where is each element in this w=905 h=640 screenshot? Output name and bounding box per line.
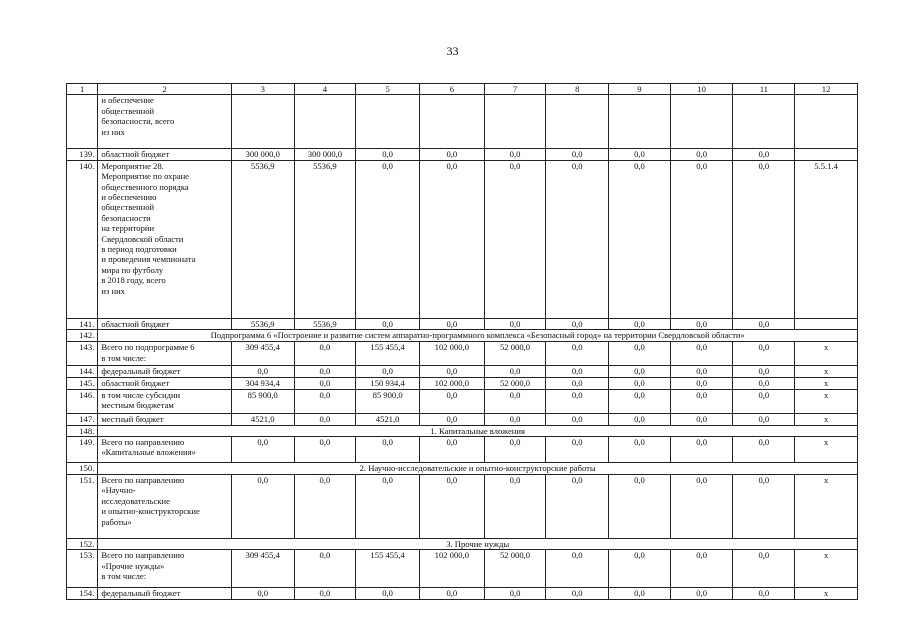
table-cell: 0,0: [419, 366, 484, 378]
table-cell: 0,0: [356, 366, 420, 378]
table-cell: 0,0: [670, 475, 733, 539]
table-cell: 52 000,0: [484, 342, 546, 366]
table-cell: 0,0: [609, 378, 671, 389]
row-number: 144.: [67, 366, 98, 378]
table-cell: 0,0: [484, 318, 546, 329]
column-header: 3: [231, 84, 294, 95]
row-label: Всего по направлению «Прочие нужды» в том числе:: [98, 550, 232, 588]
table-cell: 0,0: [670, 437, 733, 463]
table-cell: 0,0: [609, 588, 671, 600]
table-cell: 0,0: [546, 550, 609, 588]
row-number: 142.: [67, 330, 98, 342]
row-number: 149.: [67, 437, 98, 463]
table-cell: 0,0: [670, 149, 733, 160]
table-cell: 0,0: [294, 342, 356, 366]
row-label: Всего по подпрограмме 6 в том числе:: [98, 342, 232, 366]
table-cell: [484, 95, 546, 149]
table-cell: 0,0: [231, 437, 294, 463]
row-label: Всего по направлению «Научно- исследовательские и опытно-конструкторские работы»: [98, 475, 232, 539]
table-row: [67, 366, 858, 378]
table-cell: 0,0: [733, 389, 795, 413]
table-cell: x: [795, 413, 858, 425]
table-cell: [609, 95, 671, 149]
table-cell: 155 455,4: [356, 342, 420, 366]
table-cell: [795, 95, 858, 149]
table-cell: 0,0: [670, 550, 733, 588]
table-cell: 0,0: [733, 413, 795, 425]
table-cell: x: [795, 437, 858, 463]
table-cell: x: [795, 366, 858, 378]
table-cell: x: [795, 475, 858, 539]
table-cell: 0,0: [419, 437, 484, 463]
table-cell: 85 900,0: [356, 389, 420, 413]
table-cell: 0,0: [670, 389, 733, 413]
budget-table: [66, 83, 858, 600]
table-row: [67, 550, 858, 588]
table-cell: 300 000,0: [231, 149, 294, 160]
row-label: Мероприятие 28. Мероприятие по охране общественного порядка и обеспечению общественной безопасности на территории Свердловской области в период подготовки и проведения чемпионата мира по футболу в 2018 году, всего из них: [98, 160, 232, 318]
table-cell: 0,0: [609, 550, 671, 588]
table-cell: 0,0: [670, 378, 733, 389]
table-cell: 0,0: [546, 437, 609, 463]
table-cell: 0,0: [356, 160, 420, 318]
table-cell: [419, 95, 484, 149]
table-cell: 0,0: [294, 389, 356, 413]
table-row: [67, 475, 858, 539]
table-cell: 0,0: [294, 366, 356, 378]
row-label: и обеспечение общественной безопасности, всего из них: [98, 95, 232, 149]
table-cell: [670, 95, 733, 149]
row-number: 151.: [67, 475, 98, 539]
table-cell: 0,0: [733, 366, 795, 378]
table-cell: 0,0: [484, 475, 546, 539]
table-cell: 0,0: [546, 475, 609, 539]
section-title: Подпрограмма 6 «Построение и развитие систем аппаратно-программного комплекса «Безопасный город» на территории Свердловской области»: [98, 330, 858, 342]
row-label: областной бюджет: [98, 149, 232, 160]
table-cell: 0,0: [356, 318, 420, 329]
column-header: 8: [546, 84, 609, 95]
table-cell: 5536,9: [294, 318, 356, 329]
table-row: [67, 342, 858, 366]
table-row: [67, 437, 858, 463]
section-row: [67, 425, 858, 436]
table-cell: 0,0: [609, 437, 671, 463]
table-cell: x: [795, 588, 858, 600]
table-cell: 4521,0: [356, 413, 420, 425]
table-cell: 0,0: [546, 378, 609, 389]
table-cell: 0,0: [546, 389, 609, 413]
table-cell: 0,0: [733, 378, 795, 389]
table-cell: 0,0: [231, 366, 294, 378]
table-cell: 0,0: [484, 437, 546, 463]
table-cell: 309 455,4: [231, 342, 294, 366]
table-cell: 0,0: [484, 366, 546, 378]
row-number: 140.: [67, 160, 98, 318]
table-cell: [546, 95, 609, 149]
table-cell: 0,0: [484, 149, 546, 160]
table-cell: 0,0: [419, 160, 484, 318]
table-cell: 0,0: [484, 413, 546, 425]
table-cell: 0,0: [546, 366, 609, 378]
table-cell: 0,0: [733, 475, 795, 539]
table-cell: 0,0: [670, 318, 733, 329]
table-cell: 0,0: [294, 437, 356, 463]
section-row: [67, 463, 858, 475]
row-number: 146.: [67, 389, 98, 413]
table-cell: 0,0: [609, 318, 671, 329]
table-cell: 0,0: [419, 389, 484, 413]
row-label: федеральный бюджет: [98, 366, 232, 378]
table-cell: 0,0: [356, 588, 420, 600]
row-number: 148.: [67, 425, 98, 436]
row-label: федеральный бюджет: [98, 588, 232, 600]
table-cell: 85 900,0: [231, 389, 294, 413]
column-header: 9: [609, 84, 671, 95]
table-cell: 0,0: [419, 318, 484, 329]
row-number: 143.: [67, 342, 98, 366]
table-cell: 0,0: [733, 342, 795, 366]
table-cell: 0,0: [733, 149, 795, 160]
table-cell: 102 000,0: [419, 342, 484, 366]
table-cell: 102 000,0: [419, 550, 484, 588]
table-cell: 0,0: [609, 389, 671, 413]
table-cell: 0,0: [733, 160, 795, 318]
table-cell: 5536,9: [294, 160, 356, 318]
table-cell: 4521,0: [231, 413, 294, 425]
row-number: 152.: [67, 539, 98, 550]
table-row: [67, 588, 858, 600]
row-label: в том числе субсидии местным бюджетам: [98, 389, 232, 413]
column-header: 6: [419, 84, 484, 95]
table-cell: 0,0: [609, 342, 671, 366]
table-cell: 102 000,0: [419, 378, 484, 389]
table-cell: [795, 318, 858, 329]
row-number: 145.: [67, 378, 98, 389]
table-cell: 0,0: [484, 160, 546, 318]
row-label: местный бюджет: [98, 413, 232, 425]
table-cell: [356, 95, 420, 149]
table-row: [67, 318, 858, 329]
table-cell: 0,0: [609, 149, 671, 160]
table-cell: 0,0: [670, 160, 733, 318]
table-cell: 0,0: [733, 588, 795, 600]
table-cell: 0,0: [546, 413, 609, 425]
table-cell: [294, 95, 356, 149]
table-cell: 0,0: [546, 318, 609, 329]
row-number: 153.: [67, 550, 98, 588]
row-number: [67, 95, 98, 149]
table-cell: 155 455,4: [356, 550, 420, 588]
column-header: 1: [67, 84, 98, 95]
section-row: [67, 539, 858, 550]
table-cell: x: [795, 342, 858, 366]
table-cell: 0,0: [294, 413, 356, 425]
table-cell: [231, 95, 294, 149]
table-cell: 0,0: [419, 588, 484, 600]
table-cell: 0,0: [546, 149, 609, 160]
table-row: [67, 149, 858, 160]
table-row: [67, 413, 858, 425]
table-cell: 0,0: [670, 413, 733, 425]
table-body: [67, 84, 858, 600]
column-header: 4: [294, 84, 356, 95]
table-cell: 0,0: [733, 318, 795, 329]
table-cell: 0,0: [609, 475, 671, 539]
row-number: 141.: [67, 318, 98, 329]
table-cell: 0,0: [294, 550, 356, 588]
table-cell: 0,0: [356, 475, 420, 539]
table-cell: 0,0: [670, 366, 733, 378]
table-cell: 0,0: [670, 588, 733, 600]
table-cell: 0,0: [294, 378, 356, 389]
section-title: 2. Научно-исследовательские и опытно-конструкторские работы: [98, 463, 858, 475]
table-cell: 0,0: [294, 475, 356, 539]
section-title: 1. Капитальные вложения: [98, 425, 858, 436]
table-cell: 0,0: [546, 588, 609, 600]
table-cell: 5536,9: [231, 160, 294, 318]
column-header: 5: [356, 84, 420, 95]
row-number: 139.: [67, 149, 98, 160]
table-cell: 309 455,4: [231, 550, 294, 588]
section-row: [67, 330, 858, 342]
table-cell: 0,0: [609, 366, 671, 378]
row-label: областной бюджет: [98, 378, 232, 389]
row-label: Всего по направлению «Капитальные вложения»: [98, 437, 232, 463]
table-cell: 5.5.1.4: [795, 160, 858, 318]
table-cell: 0,0: [670, 342, 733, 366]
table-cell: 300 000,0: [294, 149, 356, 160]
table-cell: 0,0: [231, 475, 294, 539]
table-cell: [795, 149, 858, 160]
table-cell: 0,0: [546, 160, 609, 318]
table-cell: 0,0: [419, 413, 484, 425]
row-number: 147.: [67, 413, 98, 425]
section-title: 3. Прочие нужды: [98, 539, 858, 550]
table-cell: 0,0: [546, 342, 609, 366]
table-cell: 0,0: [419, 475, 484, 539]
column-header: 10: [670, 84, 733, 95]
table-cell: x: [795, 550, 858, 588]
table-cell: x: [795, 389, 858, 413]
table-cell: x: [795, 378, 858, 389]
table-cell: 52 000,0: [484, 550, 546, 588]
table-cell: 0,0: [733, 437, 795, 463]
page-number: 33: [446, 44, 459, 58]
table-cell: 0,0: [733, 550, 795, 588]
table-row: [67, 389, 858, 413]
table-cell: 52 000,0: [484, 378, 546, 389]
row-number: 150.: [67, 463, 98, 475]
table-header-row: [67, 84, 858, 95]
column-header: 7: [484, 84, 546, 95]
table-row: [67, 378, 858, 389]
table-cell: 5536,9: [231, 318, 294, 329]
column-header: 12: [795, 84, 858, 95]
row-label: областной бюджет: [98, 318, 232, 329]
table-cell: 0,0: [294, 588, 356, 600]
column-header: 11: [733, 84, 795, 95]
table-cell: 0,0: [356, 149, 420, 160]
table-cell: 0,0: [419, 149, 484, 160]
table-row: [67, 95, 858, 149]
column-header: 2: [98, 84, 232, 95]
table-cell: [733, 95, 795, 149]
table-cell: 0,0: [609, 413, 671, 425]
table-cell: 0,0: [356, 437, 420, 463]
table-cell: 0,0: [231, 588, 294, 600]
table-cell: 150 934,4: [356, 378, 420, 389]
table-cell: 304 934,4: [231, 378, 294, 389]
table-cell: 0,0: [484, 588, 546, 600]
row-number: 154.: [67, 588, 98, 600]
table-row: [67, 160, 858, 318]
table-cell: 0,0: [484, 389, 546, 413]
table-cell: 0,0: [609, 160, 671, 318]
